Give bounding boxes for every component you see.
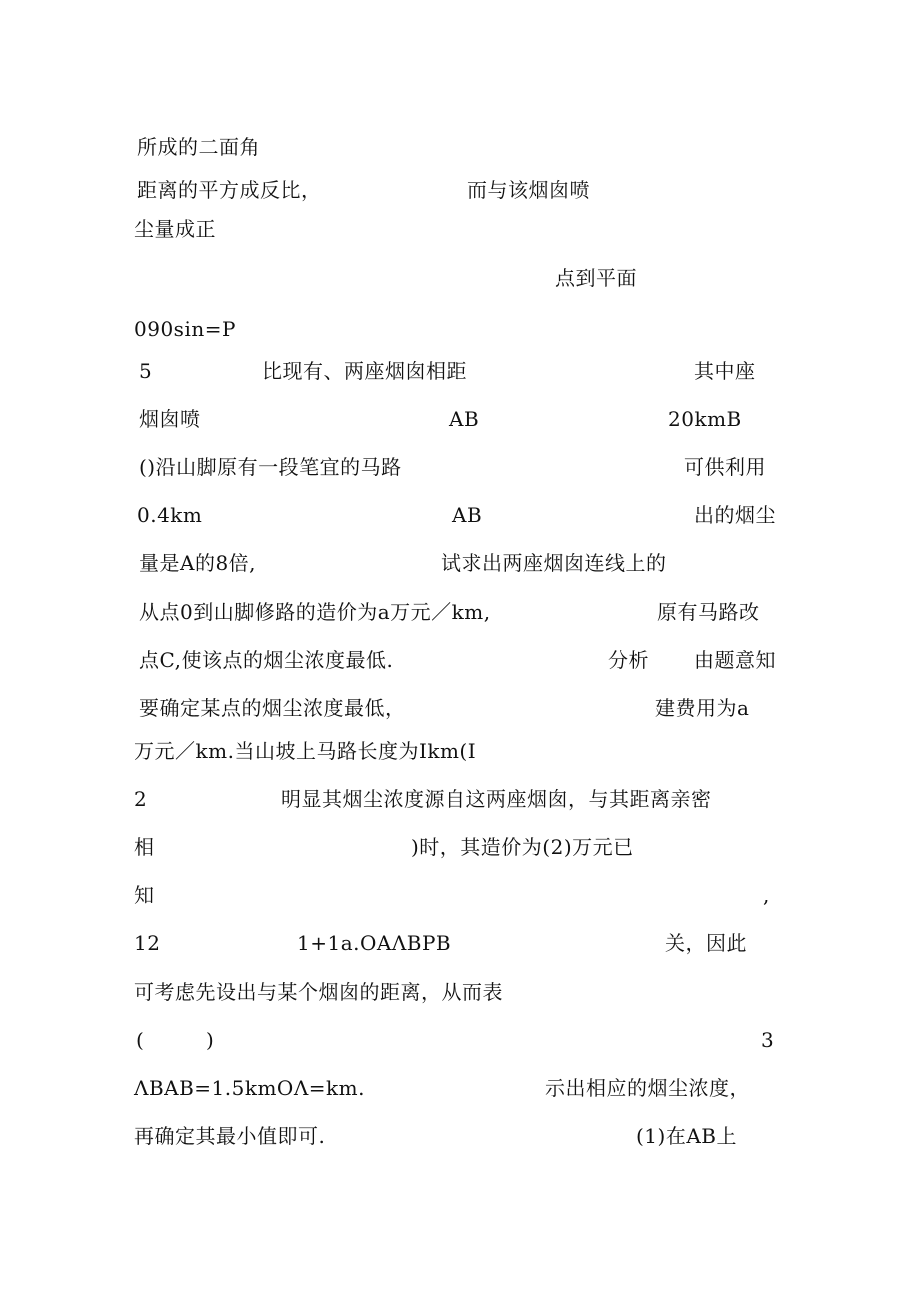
text-fragment: 从点0到山脚修路的造价为a万元／km, [139,600,491,624]
text-fragment: 点到平面 [555,266,637,290]
text-fragment: ΛBAB=1.5kmOΛ=km. [134,1076,365,1100]
text-fragment: 距离的平方成反比， [137,178,322,202]
text-fragment: 相 [134,835,155,859]
text-fragment: 知 [134,883,155,907]
text-fragment: 所成的二面角 [137,135,260,159]
text-fragment: 出的烟尘 [694,503,776,527]
text-fragment: , [763,883,770,907]
text-fragment: ) [206,1028,215,1052]
text-fragment: 万元／km.当山坡上马路长度为Ikm(I [134,739,477,763]
text-fragment: 由题意知 [694,648,776,672]
text-fragment: 量是A的8倍, [139,551,257,575]
text-fragment: 试求出两座烟囱连线上的 [441,551,667,575]
text-fragment: )时，其造价为(2)万元已 [411,835,634,859]
text-fragment: AB [452,503,483,527]
text-fragment: ()沿山脚原有一段笔宜的马路 [139,455,402,479]
text-fragment: 090sin=P [134,317,236,341]
text-fragment: 12 [134,931,161,955]
text-fragment: 烟囱喷 [139,407,201,431]
text-fragment: 示出相应的烟尘浓度， [545,1076,750,1100]
text-fragment: 尘量成正 [134,217,216,241]
text-fragment: 点C,使该点的烟尘浓度最低. [139,648,394,672]
text-fragment: 1+1a.OAΛBPB [297,931,452,955]
text-fragment: 要确定某点的烟尘浓度最低， [139,696,406,720]
text-fragment: 0.4km [137,503,203,527]
text-fragment: 而与该烟囱喷 [467,178,590,202]
text-fragment: 其中座 [694,359,756,383]
text-fragment: 20kmB [668,407,742,431]
text-fragment: 再确定其最小值即可. [134,1124,326,1148]
text-fragment: 2 [134,787,148,811]
text-fragment: (1)在AB上 [636,1124,737,1148]
text-fragment: 原有马路改 [657,600,760,624]
text-fragment: 分析 [608,648,649,672]
text-fragment: AB [449,407,480,431]
text-fragment: 比现有、两座烟囱相距 [262,359,467,383]
text-fragment: 3 [761,1028,775,1052]
text-fragment: 明显其烟尘浓度源自这两座烟囱，与其距离亲密 [281,787,712,811]
text-fragment: 建费用为a [655,696,750,720]
text-fragment: 5 [139,359,153,383]
text-fragment: 可考虑先设出与某个烟囱的距离，从而表 [134,980,503,1004]
text-fragment: ( [136,1028,145,1052]
text-fragment: 关，因此 [665,931,747,955]
text-fragment: 可供利用 [684,455,766,479]
